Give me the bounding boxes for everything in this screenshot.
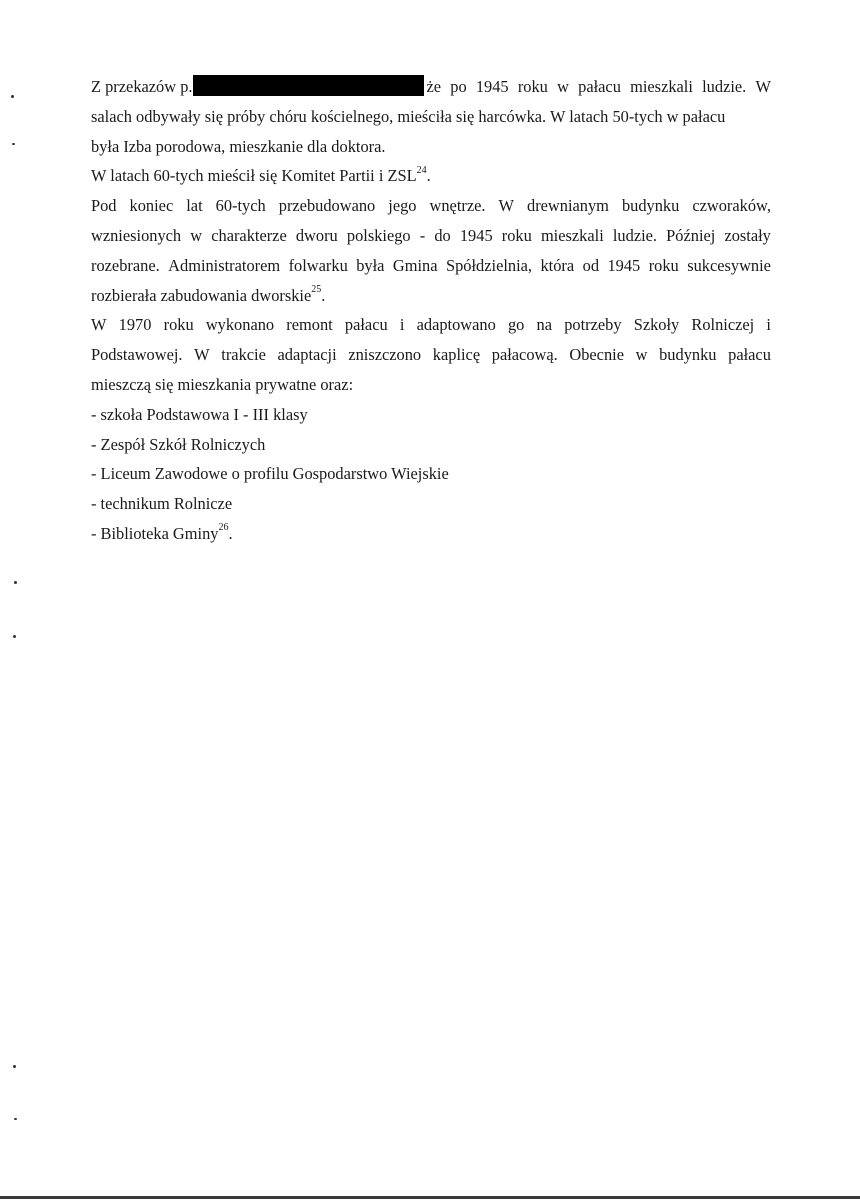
word: mieszkali [540, 225, 604, 245]
word: dworu [295, 225, 338, 245]
word: do [434, 225, 451, 245]
footnote-26: 26 [218, 522, 229, 534]
word: w [635, 345, 648, 365]
word: folwarku [288, 255, 348, 275]
word: adaptacji [277, 345, 337, 365]
list-item: - Zespół Szkół Rolniczych [91, 434, 266, 454]
word: pałacu [578, 77, 621, 96]
word: zostały [724, 225, 771, 245]
line1-before-text: Z przekazów p. [91, 77, 193, 96]
word: zniszczono [348, 345, 422, 365]
list-item-last [91, 519, 771, 549]
word: remont [286, 315, 333, 335]
scan-speck [13, 635, 16, 638]
word: wzniesionych [91, 225, 182, 245]
word: była [356, 255, 385, 275]
word: pałacu [344, 315, 388, 335]
scan-speck [13, 1065, 16, 1068]
word: ludzie. [702, 77, 747, 96]
word: rozebrane. [91, 255, 160, 275]
word: i [399, 315, 405, 335]
line1-start [91, 72, 441, 102]
word: Szkoły [633, 315, 680, 335]
word: - [419, 225, 426, 245]
paragraph-line-5 [91, 191, 771, 221]
paragraph-line-3: była Izba porodowa, mieszkanie dla doktora. [91, 136, 386, 156]
list-item: - Liceum Zawodowe o profilu Gospodarstwo Wiejskie [91, 464, 449, 484]
paragraph-line-11: mieszczą się mieszkania prywatne oraz: [91, 374, 354, 394]
last-item-period: . [228, 523, 233, 543]
word: czworaków, [692, 196, 771, 216]
word: roku [501, 225, 532, 245]
word: która [540, 255, 575, 275]
word: w [190, 225, 203, 245]
line4-period: . [426, 166, 431, 186]
word: lat [186, 196, 203, 216]
word: kaplicę [432, 345, 481, 365]
line8-period: . [321, 285, 326, 305]
last-item-text: - Biblioteka Gminy [91, 523, 219, 543]
word: go [507, 315, 525, 335]
word: koniec [129, 196, 174, 216]
paragraph-line-8 [91, 281, 771, 311]
word: Gmina [392, 255, 438, 275]
word: Podstawowej. [91, 345, 183, 365]
line4-text: W latach 60-tych mieścił się Komitet Partii i ZSL [91, 166, 417, 186]
word: mieszkali [630, 77, 693, 96]
word: 1945 [607, 255, 641, 275]
word: budynku [621, 196, 680, 216]
word: przebudowano [278, 196, 376, 216]
word: Rolniczej [691, 315, 755, 335]
word: 1945 [459, 225, 493, 245]
word: w [557, 77, 569, 96]
word: roku [163, 315, 194, 335]
paragraph-line-2: salach odbywały się próby chóru kościelnego, mieściła się harcówka. W latach 50-tych w pałacu [91, 106, 726, 126]
word: Obecnie [569, 345, 624, 365]
word: 60-tych [215, 196, 266, 216]
scan-speck [12, 143, 15, 145]
paragraph-line-9 [91, 310, 771, 340]
footnote-25: 25 [311, 284, 322, 296]
word: sukcesywnie [687, 255, 771, 275]
word: Administratorem [168, 255, 281, 275]
word: W [498, 196, 514, 216]
word: pałacową. [491, 345, 558, 365]
word: wnętrze. [429, 196, 486, 216]
word: od [582, 255, 600, 275]
word: po [450, 77, 467, 96]
word: i [766, 315, 771, 335]
word: wykonano [205, 315, 275, 335]
line8-text: rozbierała zabudowania dworskie [91, 285, 312, 305]
footnote-24: 24 [416, 164, 427, 176]
word: Później [666, 225, 716, 245]
word: ludzie. [612, 225, 658, 245]
word: drewnianym [527, 196, 609, 216]
scan-speck [14, 1118, 17, 1120]
word: Spółdzielnia, [445, 255, 533, 275]
scan-speck [14, 581, 17, 584]
word: roku [648, 255, 679, 275]
paragraph-line-6 [91, 221, 771, 251]
word: trakcie [221, 345, 266, 365]
redaction-box [193, 75, 424, 96]
list-item: - technikum Rolnicze [91, 494, 233, 514]
paragraph-line-1 [91, 72, 771, 102]
word: W [194, 345, 210, 365]
list-item: - szkoła Podstawowa I - III klasy [91, 404, 308, 424]
word: pałacu [728, 345, 771, 365]
word: charakterze [211, 225, 287, 245]
paragraph-line-10 [91, 340, 771, 370]
scan-speck [11, 95, 14, 98]
word: budynku [659, 345, 717, 365]
word: adaptowano [416, 315, 496, 335]
word: Pod [91, 196, 117, 216]
word: 1970 [118, 315, 152, 335]
paragraph-line-4 [91, 161, 771, 191]
word: potrzeby [564, 315, 622, 335]
word: 1945 [475, 77, 509, 96]
paragraph-line-7 [91, 251, 771, 281]
word: roku [517, 77, 548, 96]
body-text [91, 72, 771, 549]
word: W [755, 77, 771, 96]
word: na [536, 315, 553, 335]
line1-after-first-word: że [426, 77, 442, 96]
word: jego [388, 196, 417, 216]
word: polskiego [346, 225, 411, 245]
word: W [91, 315, 107, 335]
